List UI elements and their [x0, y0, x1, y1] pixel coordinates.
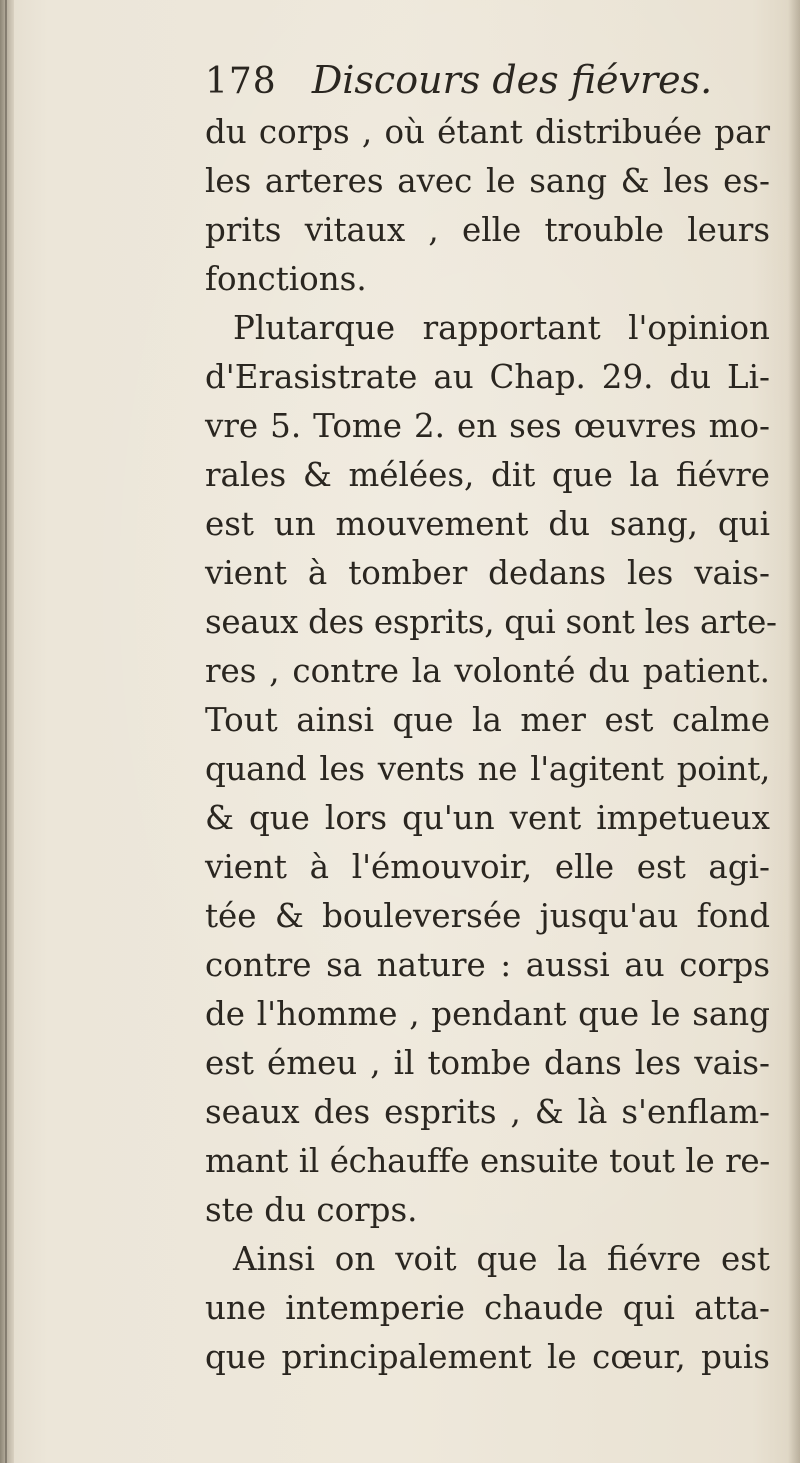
text-line: Ainsi on voit que la fiévre est — [233, 1240, 770, 1278]
text-line: vient à tomber dedans les vais- — [205, 554, 770, 592]
text-line: d'Erasistrate au Chap. 29. du Li- — [205, 358, 770, 396]
body-text — [205, 108, 777, 1382]
text-line: les arteres avec le sang & les es- — [205, 162, 770, 200]
text-line: vre 5. Tome 2. en ses œuvres mo- — [205, 407, 770, 445]
text-line: de l'homme , pendant que le sang — [205, 995, 770, 1033]
text-line: mant il échauffe ensuite tout le re- — [205, 1142, 770, 1180]
text-line: seaux des esprits, qui sont les arte- — [205, 603, 777, 641]
text-line: ste du corps. — [205, 1191, 418, 1229]
text-line: du corps , où étant distribuée par — [205, 113, 770, 151]
text-line: Plutarque rapportant l'opinion — [233, 309, 770, 347]
text-line: & que lors qu'un vent impetueux — [205, 799, 770, 837]
text-line: que principalement le cœur, puis — [205, 1338, 770, 1376]
text-line: fonctions. — [205, 260, 367, 298]
text-line: tée & bouleversée jusqu'au fond — [205, 897, 770, 935]
page-gutter — [0, 0, 14, 1463]
text-line: res , contre la volonté du patient. — [205, 652, 770, 690]
page-right-edge — [788, 0, 800, 1463]
text-line: quand les vents ne l'agitent point, — [205, 750, 770, 788]
text-line: vient à l'émouvoir, elle est agi- — [205, 848, 770, 886]
text-line: prits vitaux , elle trouble leurs — [205, 211, 770, 249]
text-line: contre sa nature : aussi au corps — [205, 946, 770, 984]
text-line: une intemperie chaude qui atta- — [205, 1289, 770, 1327]
text-line: est émeu , il tombe dans les vais- — [205, 1044, 770, 1082]
text-line: rales & mélées, dit que la fiévre — [205, 456, 770, 494]
running-title: Discours des fiévres. — [311, 58, 713, 102]
text-line: est un mouvement du sang, qui — [205, 505, 770, 543]
page-number: 178 — [205, 61, 277, 102]
text-line: seaux des esprits , & là s'enflam- — [205, 1093, 770, 1131]
text-line: Tout ainsi que la mer est calme — [205, 701, 770, 739]
gutter-line — [5, 0, 7, 1463]
